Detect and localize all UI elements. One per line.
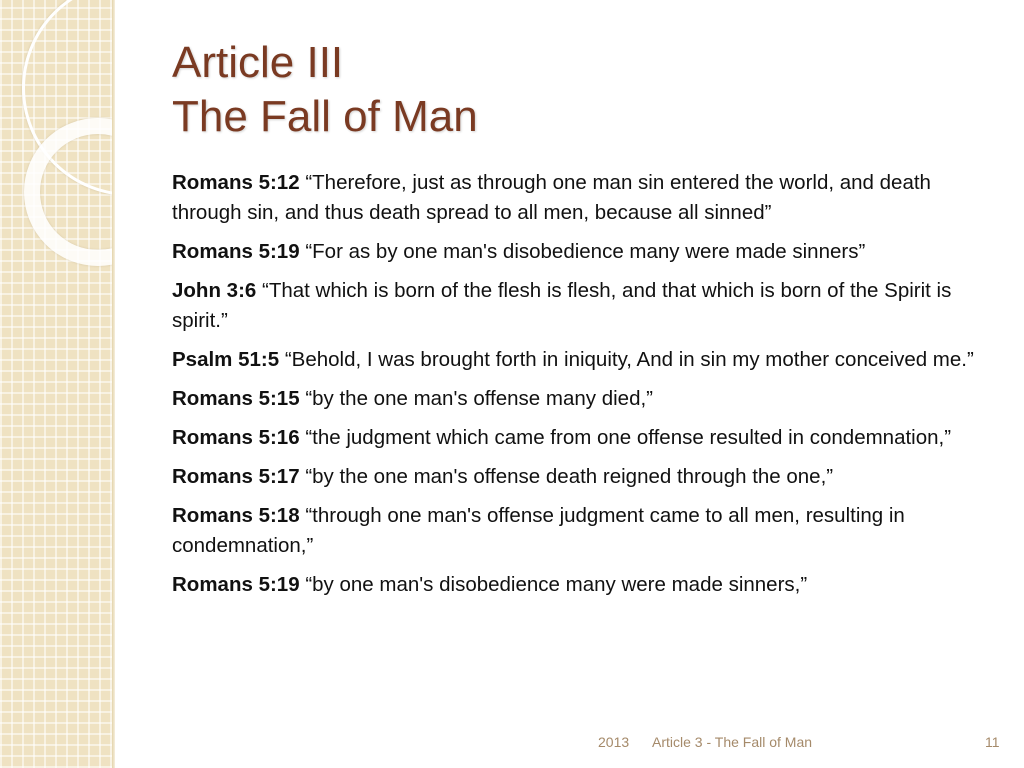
verse-text: “the judgment which came from one offense resulted in condemnation,” xyxy=(305,426,952,449)
verse-text: “by one man's disobedience many were made sinners,” xyxy=(305,573,808,596)
verse-text: “For as by one man's disobedience many were made sinners” xyxy=(305,240,866,263)
verse-reference: Romans 5:12 xyxy=(172,171,300,194)
verse-reference: Romans 5:16 xyxy=(172,426,300,449)
verse-reference: John 3:6 xyxy=(172,279,257,302)
verse-item xyxy=(172,237,1002,267)
decorative-ring-large xyxy=(22,0,112,196)
verse-text: “That which is born of the flesh is flesh, and that which is born of the Spirit is spirit.” xyxy=(172,279,952,332)
verse-item xyxy=(172,570,1002,600)
verse-item xyxy=(172,423,1002,453)
verse-item xyxy=(172,345,1002,375)
verse-text: “through one man's offense judgment came to all men, resulting in condemnation,” xyxy=(172,504,905,557)
verse-text: “by the one man's offense many died,” xyxy=(305,387,653,410)
verse-text: “Behold, I was brought forth in iniquity, And in sin my mother conceived me.” xyxy=(284,348,974,371)
title-line-1: Article III xyxy=(172,38,344,87)
verse-item xyxy=(172,501,1002,561)
title-line-2: The Fall of Man xyxy=(172,92,478,141)
verse-item xyxy=(172,276,1002,336)
footer-year: 2013 xyxy=(598,734,630,750)
slide-title xyxy=(172,36,478,144)
verse-reference: Romans 5:18 xyxy=(172,504,300,527)
verse-reference: Romans 5:19 xyxy=(172,240,300,263)
footer-title: Article 3 - The Fall of Man xyxy=(652,734,813,750)
verse-reference: Romans 5:15 xyxy=(172,387,300,410)
verse-reference: Psalm 51:5 xyxy=(172,348,280,371)
decorative-side-panel xyxy=(0,0,112,768)
verse-list xyxy=(172,168,1002,609)
slide-number: 11 xyxy=(985,734,1000,750)
decorative-ring-small xyxy=(24,118,112,266)
verse-item xyxy=(172,168,1002,228)
verse-item xyxy=(172,384,1002,414)
verse-reference: Romans 5:17 xyxy=(172,465,300,488)
verse-text: “Therefore, just as through one man sin entered the world, and death through sin, and thus death spread to all men, because all sinned” xyxy=(172,171,931,224)
panel-divider xyxy=(112,0,115,768)
verse-item xyxy=(172,462,1002,492)
verse-text: “by the one man's offense death reigned through the one,” xyxy=(305,465,834,488)
verse-reference: Romans 5:19 xyxy=(172,573,300,596)
